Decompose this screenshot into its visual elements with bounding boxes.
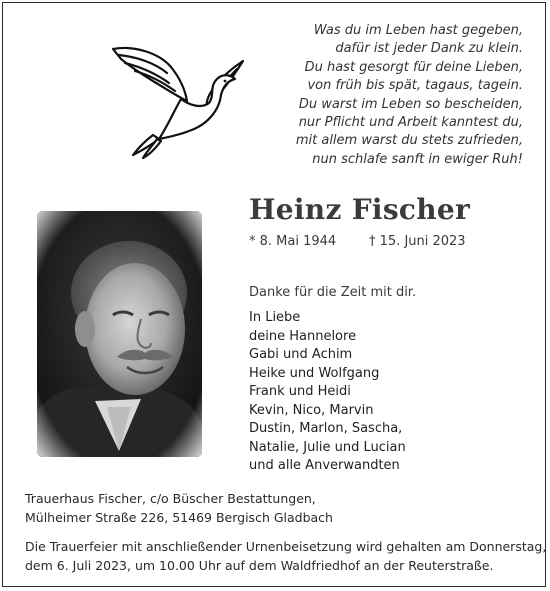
family-line: deine Hannelore <box>249 328 357 344</box>
poem-line: Was du im Leben hast gegeben, <box>313 23 523 38</box>
undertaker-address <box>25 489 333 527</box>
poem-line: von früh bis spät, tagaus, tagein. <box>307 78 523 94</box>
funeral-line: dem 6. Juli 2023, um 10.00 Uhr auf dem Waldfriedhof an der Reuterstraße. <box>25 558 494 573</box>
death-date: † 15. Juni 2023 <box>369 234 466 249</box>
poem-line: Du hast gesorgt für deine Lieben, <box>304 59 523 75</box>
poem-line: nur Pflicht und Arbeit kanntest du, <box>298 115 523 131</box>
thanks-line: Danke für die Zeit mit dir. <box>249 285 417 300</box>
portrait-image <box>37 211 202 457</box>
family-line: Heike und Wolfgang <box>249 365 380 381</box>
funeral-line: Die Trauerfeier mit anschließender Urnenbeisetzung wird gehalten am Donnerstag, <box>25 539 547 554</box>
poem-line: dafür ist jeder Dank zu klein. <box>335 41 523 57</box>
family-line: Natalie, Julie und Lucian <box>249 439 406 455</box>
deceased-name: Heinz Fischer <box>249 193 471 226</box>
family-line: Frank und Heidi <box>249 384 351 399</box>
family-line: Gabi und Achim <box>249 347 353 362</box>
life-dates <box>249 234 466 249</box>
poem <box>193 22 523 169</box>
poem-line: Du warst im Leben so bescheiden, <box>298 96 523 112</box>
poem-line: mit allem warst du stets zufrieden, <box>295 133 523 149</box>
family-line: Kevin, Nico, Marvin <box>249 402 374 418</box>
address-line: Trauerhaus Fischer, c/o Büscher Bestattungen, <box>25 491 316 506</box>
family-line: In Liebe <box>249 310 301 325</box>
family-line: Dustin, Marlon, Sascha, <box>249 421 403 436</box>
address-line: Mülheimer Straße 226, 51469 Bergisch Gladbach <box>25 510 333 525</box>
portrait-photo <box>37 211 202 457</box>
obituary-frame <box>2 2 546 587</box>
poem-line: nun schlafe sanft in ewiger Ruh! <box>312 151 523 167</box>
family-line: und alle Anverwandten <box>249 458 400 473</box>
family-signatures <box>249 309 406 476</box>
birth-date: * 8. Mai 1944 <box>249 234 337 249</box>
funeral-notice <box>25 537 546 575</box>
